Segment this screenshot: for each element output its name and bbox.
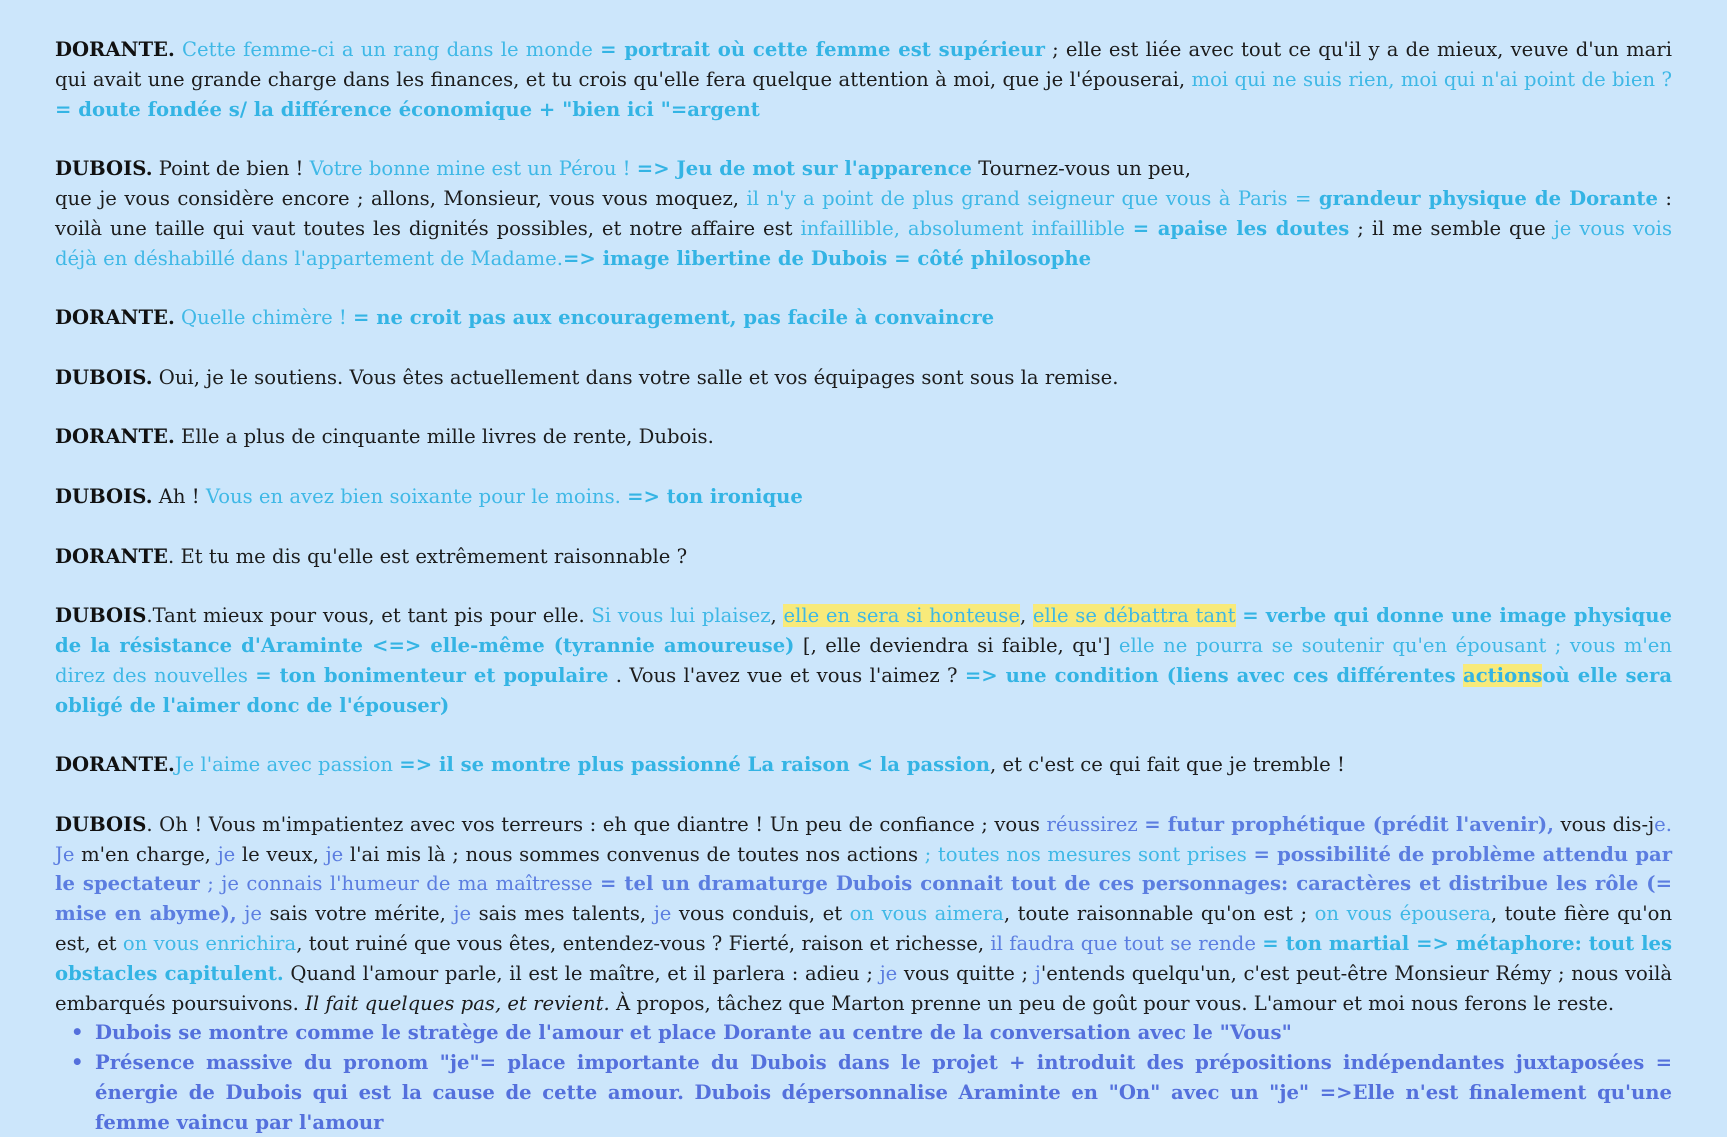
highlight-pronoun: je [325, 842, 344, 866]
annotation: => Jeu de mot sur l'apparence [636, 157, 973, 181]
play-text: .Tant mieux pour vous, et tant pis pour elle. [146, 604, 585, 628]
play-text: sais mes talents, [478, 902, 647, 926]
annotation: = ton bonimenteur et populaire [255, 663, 609, 687]
annotation: = verbe qui donne une image physique de la résistance d'Araminte <=> elle-même (tyrannie amoureuse) [55, 604, 1672, 657]
play-text: À propos, tâchez que Marton prenne un peu de goût pour vous. L'amour et moi nous ferons le reste. [615, 991, 1615, 1015]
play-text: vous quitte ; [903, 961, 1029, 985]
speaker-dorante: DORANTE. [55, 425, 175, 449]
highlight-pronoun: e. Je [55, 812, 1672, 866]
stage-direction: Il fait quelques pas, et revient. [305, 991, 610, 1015]
highlight-pronoun: j [1034, 961, 1041, 985]
play-text: , [770, 604, 777, 628]
play-text: Oui, je le soutiens. Vous êtes actuellement dans votre salle et vos équipages sont sous la remise. [158, 365, 1119, 389]
highlighted-annotation: actions [1463, 663, 1543, 687]
play-text: : voilà une taille qui vaut toutes les dignités possibles, et notre affaire est [55, 186, 1673, 240]
quote-text: je vous vois déjà en déshabillé dans l'appartement de Madame. [55, 216, 1673, 270]
play-text: Point de bien ! [158, 157, 304, 181]
play-text: sais votre mérite, [269, 902, 446, 926]
quote-text: Je l'aime avec passion [174, 753, 394, 777]
play-text: m'en charge, [81, 842, 211, 866]
annotation: = ton martial => métaphore: tout les obstacles capitulent. [55, 931, 1673, 985]
annotation: => il se montre plus passionné La raison < la passion [399, 753, 991, 777]
speaker-dubois: DUBOIS [55, 812, 147, 836]
speaker-dubois: DUBOIS. [55, 365, 153, 389]
play-text: que je vous considère encore ; allons, Monsieur, vous vous moquez, [55, 186, 739, 210]
highlight-pronoun: je [217, 842, 236, 866]
annotation: = ne croit pas aux encouragement, pas facile à convaincre [353, 306, 995, 330]
highlight-pronoun: je [653, 902, 672, 926]
quote-text: Votre bonne mine est un Pérou ! [309, 157, 631, 181]
paragraph-7 [55, 542, 1672, 572]
speaker-dorante: DORANTE [55, 544, 168, 568]
play-text: . Et tu me dis qu'elle est extrêmement raisonnable ? [167, 544, 688, 568]
document-page [55, 35, 1672, 1137]
play-text: Ah ! [158, 484, 200, 508]
quote-text: Quelle chimère ! [181, 306, 347, 330]
play-text: Elle a plus de cinquante mille livres de rente, Dubois. [181, 425, 714, 449]
highlight-phrase: il faudra que tout se rende [990, 931, 1256, 955]
play-text: , toute fière qu'on est, et [55, 902, 1673, 955]
quote-text: il n'y a point de plus grand seigneur que vous à Paris = [746, 186, 1312, 210]
speaker-dubois: DUBOIS. [55, 157, 153, 181]
quote-text: Cette femme-ci a un rang dans le monde [182, 38, 593, 61]
paragraph-5 [55, 422, 1672, 452]
play-text: le veux, [241, 842, 319, 866]
paragraph-4 [55, 363, 1672, 393]
quote-text: on vous enrichira [122, 931, 297, 955]
quote-text: ; toutes nos mesures sont prises [924, 842, 1247, 866]
quote-text: infaillible, absolument infaillible [800, 216, 1125, 240]
annotation: = tel un dramaturge Dubois connait tout de ces personnages: caractères et distribue les rôle (= mise en abyme), [55, 872, 1672, 926]
paragraph-3 [55, 303, 1672, 333]
play-text: , tout ruiné que vous êtes, entendez-vous ? Fierté, raison et richesse, [296, 931, 985, 955]
annotation: = portrait où cette femme est supérieur [600, 38, 1045, 61]
list-item: • Dubois se montre comme le stratège de l'amour et place Dorante au centre de la conversation avec le "Vous" [95, 1018, 1672, 1048]
quote-text: on vous aimera [849, 902, 1004, 926]
play-text: . Vous l'avez vue et vous l'aimez ? [615, 663, 958, 687]
annotation: où elle sera obligé de l'aimer donc de l'épouser) [55, 663, 1673, 717]
highlighted-quote: elle se débattra tant [1032, 604, 1236, 628]
paragraph-10 [55, 810, 1672, 1019]
speaker-dorante: DORANTE. [55, 306, 175, 330]
highlighted-quote: elle en sera si honteuse [783, 604, 1020, 628]
play-text: vous conduis, et [678, 902, 843, 926]
speaker-dubois: DUBOIS [55, 604, 147, 628]
paragraph-6 [55, 482, 1672, 512]
play-text: , et c'est ce qui fait que je tremble ! [990, 753, 1345, 777]
highlight-pronoun: je [879, 961, 898, 985]
play-text: , toute raisonnable qu'on est ; [1003, 902, 1308, 926]
annotation: = apaise les doutes [1132, 216, 1350, 240]
play-text: 'entends quelqu'un, c'est peut-être Monsieur Rémy ; nous voilà embarqués poursuivons. [55, 961, 1673, 1015]
quote-text: Si vous lui plaisez [591, 604, 771, 628]
quote-text: Vous en avez bien soixante pour le moins. [205, 484, 621, 508]
highlight-pronoun: je [453, 902, 472, 926]
play-text: , [1019, 604, 1027, 628]
play-text: vous dis-j [1560, 812, 1655, 836]
annotation: = possibilité de problème attendu par le spectateur [55, 842, 1673, 896]
highlight-pronoun: je [244, 902, 262, 926]
play-text: . Oh ! Vous m'impatientez avec vos terreurs : eh que diantre ! Un peu de confiance ; vous [146, 812, 1040, 836]
play-text: Tournez-vous un peu, [978, 157, 1191, 181]
highlight-phrase: ; je connais l'humeur de ma maîtresse [207, 872, 593, 896]
play-text: ; il me semble que [1357, 216, 1546, 240]
annotation: = futur prophétique (prédit l'avenir), [1144, 812, 1554, 836]
annotation: => une condition (liens avec ces différentes [964, 663, 1456, 687]
annotation: => ton ironique [627, 484, 803, 508]
highlight-verb: réussirez [1046, 812, 1138, 836]
paragraph-9 [55, 750, 1672, 780]
annotation: => image libertine de Dubois = côté philosophe [562, 246, 1092, 270]
quote-text: elle ne pourra se soutenir qu'en épousant [1118, 633, 1547, 657]
paragraph-8 [55, 601, 1672, 720]
quote-text: ; vous m'en direz des nouvelles [55, 633, 1673, 687]
speaker-dorante: DORANTE. [55, 753, 175, 777]
quote-text: on vous épousera [1314, 902, 1491, 926]
play-text: [, elle deviendra si faible, qu'] [802, 633, 1111, 657]
quote-text: moi qui ne suis rien, moi qui n'ai point de bien ? [1191, 67, 1672, 91]
notes-list [55, 1018, 1672, 1137]
annotation: = doute fondée s/ la différence économique + "bien ici "=argent [55, 97, 760, 121]
play-text: ; elle est liée avec tout ce qu'il y a de mieux, veuve d'un mari qui avait une grande charge dans les finances, et tu crois qu'elle fera quelque attention à moi, que je l'épouserai, [55, 38, 1672, 91]
paragraph-2 [55, 154, 1672, 273]
annotation: grandeur physique de Dorante [1318, 186, 1658, 210]
play-text: Quand l'amour parle, il est le maître, et il parlera : adieu ; [290, 961, 873, 985]
paragraph-1 [55, 35, 1672, 124]
play-text: l'ai mis là ; nous sommes convenus de toutes nos actions [349, 842, 919, 866]
speaker-dubois: DUBOIS. [55, 484, 153, 508]
speaker-dorante: DORANTE. [55, 38, 175, 61]
list-item: • Présence massive du pronom "je"= place importante du Dubois dans le projet + introduit des prépositions indépendantes juxtaposées = énergie de Dubois qui est la cause de cette amour. Dubois dépersonnalise Araminte en "On" avec un "je" =>Elle n'est finalement qu'une femme vaincu par l'amour [95, 1048, 1672, 1137]
